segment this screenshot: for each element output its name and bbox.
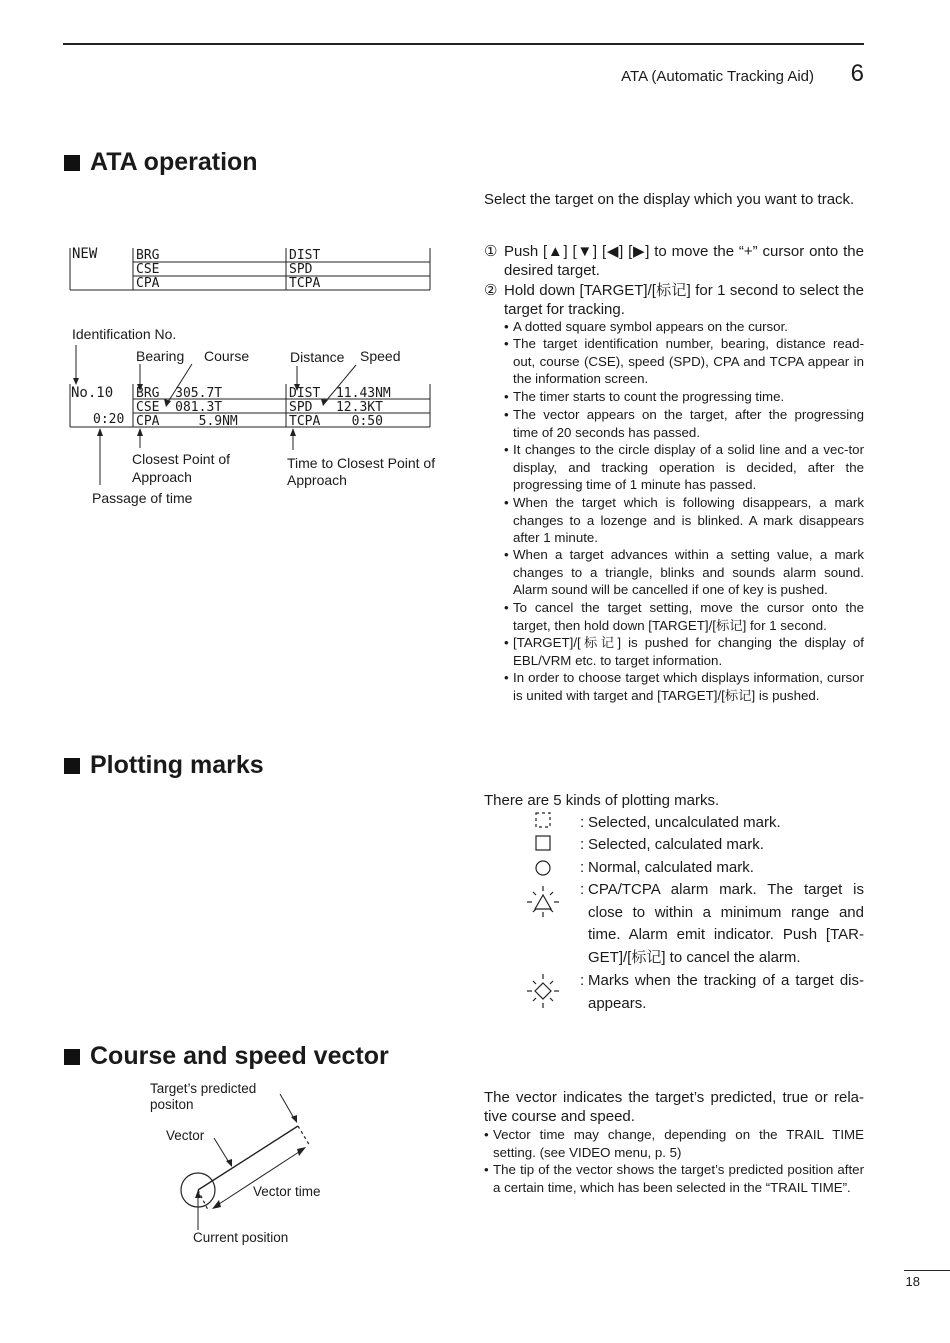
bullet-text: When a target advances within a setting value, a mark changes to a triangle, blinks and sounds alarm sound. Alarm sound will be cancelled if one of key is pushed. [513,547,864,597]
label-distance: Distance [290,349,345,365]
bullet-square-icon [64,1049,80,1065]
ata-new-table [64,244,436,296]
label-bearing: Bearing [136,348,185,364]
top-rule [63,43,864,45]
spd-label: SPD [289,262,313,277]
new-label: NEW [72,246,98,262]
label-passage-of-time: Passage of time [92,490,193,506]
label-tcpa-line1: Time to Closest Point of [287,455,436,471]
bullet-text: To cancel the target setting, move the cursor onto the target, then hold down [TARGET]/[标记] for 1 second. [513,600,864,633]
vector-bullet: • The tip of the vector shows the target’s predicted position after a certain time, which has been selected in the “TRAIL TIME”. [484,1162,864,1195]
cpa-label: CPA [136,276,160,291]
bullet-text: The target identification number, bearing, distance read-out, course (CSE), speed (SPD), CPA and TCPA appear in the information screen. [513,336,864,386]
ata-bullet: • In order to choose target which displays information, cursor is united with target and [TARGET]/[标记] is pushed. [504,670,864,703]
bullet-text: [TARGET]/[标记] is pushed for changing the display of EBL/VRM etc. to target information. [513,635,864,668]
ata-bullet: • When the target which is following disappears, a mark changes to a lozenge and is blinked. A mark disappears after 1 minute. [504,495,864,545]
ata-intro: Select the target on the display which you want to track. [484,191,855,208]
dist-value: DIST 11.43NM [289,386,391,401]
label-predicted-line2: positon [150,1097,194,1112]
brg-label: BRG [136,248,160,263]
page-number-rule [904,1270,950,1271]
label-tcpa-line2: Approach [287,472,347,488]
mark-text: CPA/TCPA alarm mark. The target is close to within a minimum range and time. Alarm emit indicator. Push [TAR-GET]/[标记] to cancel the alarm. [588,881,864,966]
bullet-text: A dotted square symbol appears on the cursor. [513,319,788,334]
chapter-number: 6 [850,60,864,87]
ata-step-1 [484,242,864,280]
section-heading-ata [64,148,258,177]
bullet-text: Vector time may change, depending on the TRAIL TIME setting. (see VIDEO menu, p. 5) [493,1127,864,1160]
ata-bullet: • The target identification number, bearing, distance read-out, course (CSE), speed (SPD), CPA and TCPA appear in the information screen. [504,336,864,386]
label-vector-time: Vector time [253,1184,321,1199]
mark-text: Selected, uncalculated mark. [588,814,781,831]
cse-label: CSE [136,262,160,277]
ata-bullet: • It changes to the circle display of a solid line and a vec-tor display, and tracking operation is decided, after the progressing time of 1 minute has passed. [504,442,864,492]
plotting-mark-icons [520,808,568,1018]
tcpa-label: TCPA [289,276,321,291]
plotting-mark-item: : Selected, uncalculated mark. [580,812,864,835]
lost-lozenge-icon [527,974,559,1008]
ata-bullet: • [TARGET]/[标记] is pushed for changing the display of EBL/VRM etc. to target information. [504,635,864,668]
bullet-text: The tip of the vector shows the target’s predicted position after a certain time, which has been selected in the “TRAIL TIME”. [493,1162,864,1195]
square-icon [536,836,550,850]
page-number: 18 [905,1274,920,1289]
header-title: ATA (Automatic Tracking Aid) [621,68,814,85]
bullet-text: It changes to the circle display of a solid line and a vec-tor display, and tracking operation is decided, after the progressing time of 1 minute has passed. [513,442,864,492]
section-heading-vector [64,1042,389,1071]
brg-value: BRG 305.7T [136,386,223,401]
bullet-text: When the target which is following disappears, a mark changes to a lozenge and is blinked. A mark disappears after 1 minute. [513,495,864,545]
mark-text: Selected, calculated mark. [588,836,764,853]
ata-bullet: • A dotted square symbol appears on the cursor. [504,318,864,336]
plotting-mark-item: : Selected, calculated mark. [580,834,864,857]
section-heading-plotting [64,751,264,780]
step-text: Hold down [TARGET]/[标记] for 1 second to select the target for tracking. [504,282,864,318]
ata-bullet: • To cancel the target setting, move the cursor onto the target, then hold down [TARGET]/[标记] for 1 second. [504,600,864,633]
vector-intro: The vector indicates the target’s predicted, true or rela-tive course and speed. [484,1089,864,1125]
section-title: Plotting marks [90,751,264,779]
cpa-value: CPA 5.9NM [136,414,238,429]
tcpa-value: TCPA 0:50 [289,414,383,429]
ata-bullet: • When a target advances within a setting value, a mark changes to a triangle, blinks and sounds alarm sound. Alarm sound will be cancelled if one of key is pushed. [504,547,864,597]
ata-bullet: • The timer starts to count the progressing time. [504,388,864,406]
vector-line [198,1126,298,1190]
plotting-mark-item: : Marks when the tracking of a target dis-appears. [580,970,864,1015]
circle-icon [536,861,550,875]
dotted-square-icon [536,813,550,827]
mark-text: Marks when the tracking of a target dis-appears. [588,972,864,1012]
elapsed-time: 0:20 [93,412,125,427]
label-predicted-line1: Target’s predicted [150,1081,257,1096]
step-number: ① [484,243,498,260]
target-id: No.10 [71,385,114,401]
bullet-square-icon [64,758,80,774]
label-current-position: Current position [193,1230,289,1245]
alarm-triangle-icon [527,886,559,917]
ata-step-2 [484,281,864,319]
section-title: Course and speed vector [90,1042,389,1070]
bullet-text: The timer starts to count the progressing time. [513,389,785,404]
mark-text: Normal, calculated mark. [588,859,754,876]
plotting-mark-item: : CPA/TCPA alarm mark. The target is close to within a minimum range and time. Alarm emit indicator. Push [TAR-GET]/[标记] to cancel the alarm. [580,879,864,969]
label-vector: Vector [166,1128,205,1143]
label-identification: Identification No. [72,326,177,342]
vector-bullet: • Vector time may change, depending on the TRAIL TIME setting. (see VIDEO menu, p. 5) [484,1127,864,1160]
bullet-square-icon [64,155,80,171]
section-title: ATA operation [90,148,258,176]
cse-value: CSE 081.3T [136,400,223,415]
bullet-text: In order to choose target which displays information, cursor is united with target and [TARGET]/[标记] is pushed. [513,670,864,703]
step-number: ② [484,282,498,299]
label-cpa-line1: Closest Point of [132,451,231,467]
ata-bullet: • The vector appears on the target, after the progressing time of 20 seconds has passed. [504,407,864,440]
plotting-mark-item: : Normal, calculated mark. [580,857,864,880]
label-speed: Speed [360,348,401,364]
dist-label: DIST [289,248,321,263]
plotting-intro: There are 5 kinds of plotting marks. [484,792,720,809]
bullet-text: The vector appears on the target, after the progressing time of 20 seconds has passed. [513,407,864,440]
spd-value: SPD 12.3KT [289,400,383,415]
step-text: Push [▲] [▼] [◀] [▶] to move the “+” cursor onto the desired target. [504,243,864,279]
label-course: Course [204,348,250,364]
label-cpa-line2: Approach [132,469,192,485]
